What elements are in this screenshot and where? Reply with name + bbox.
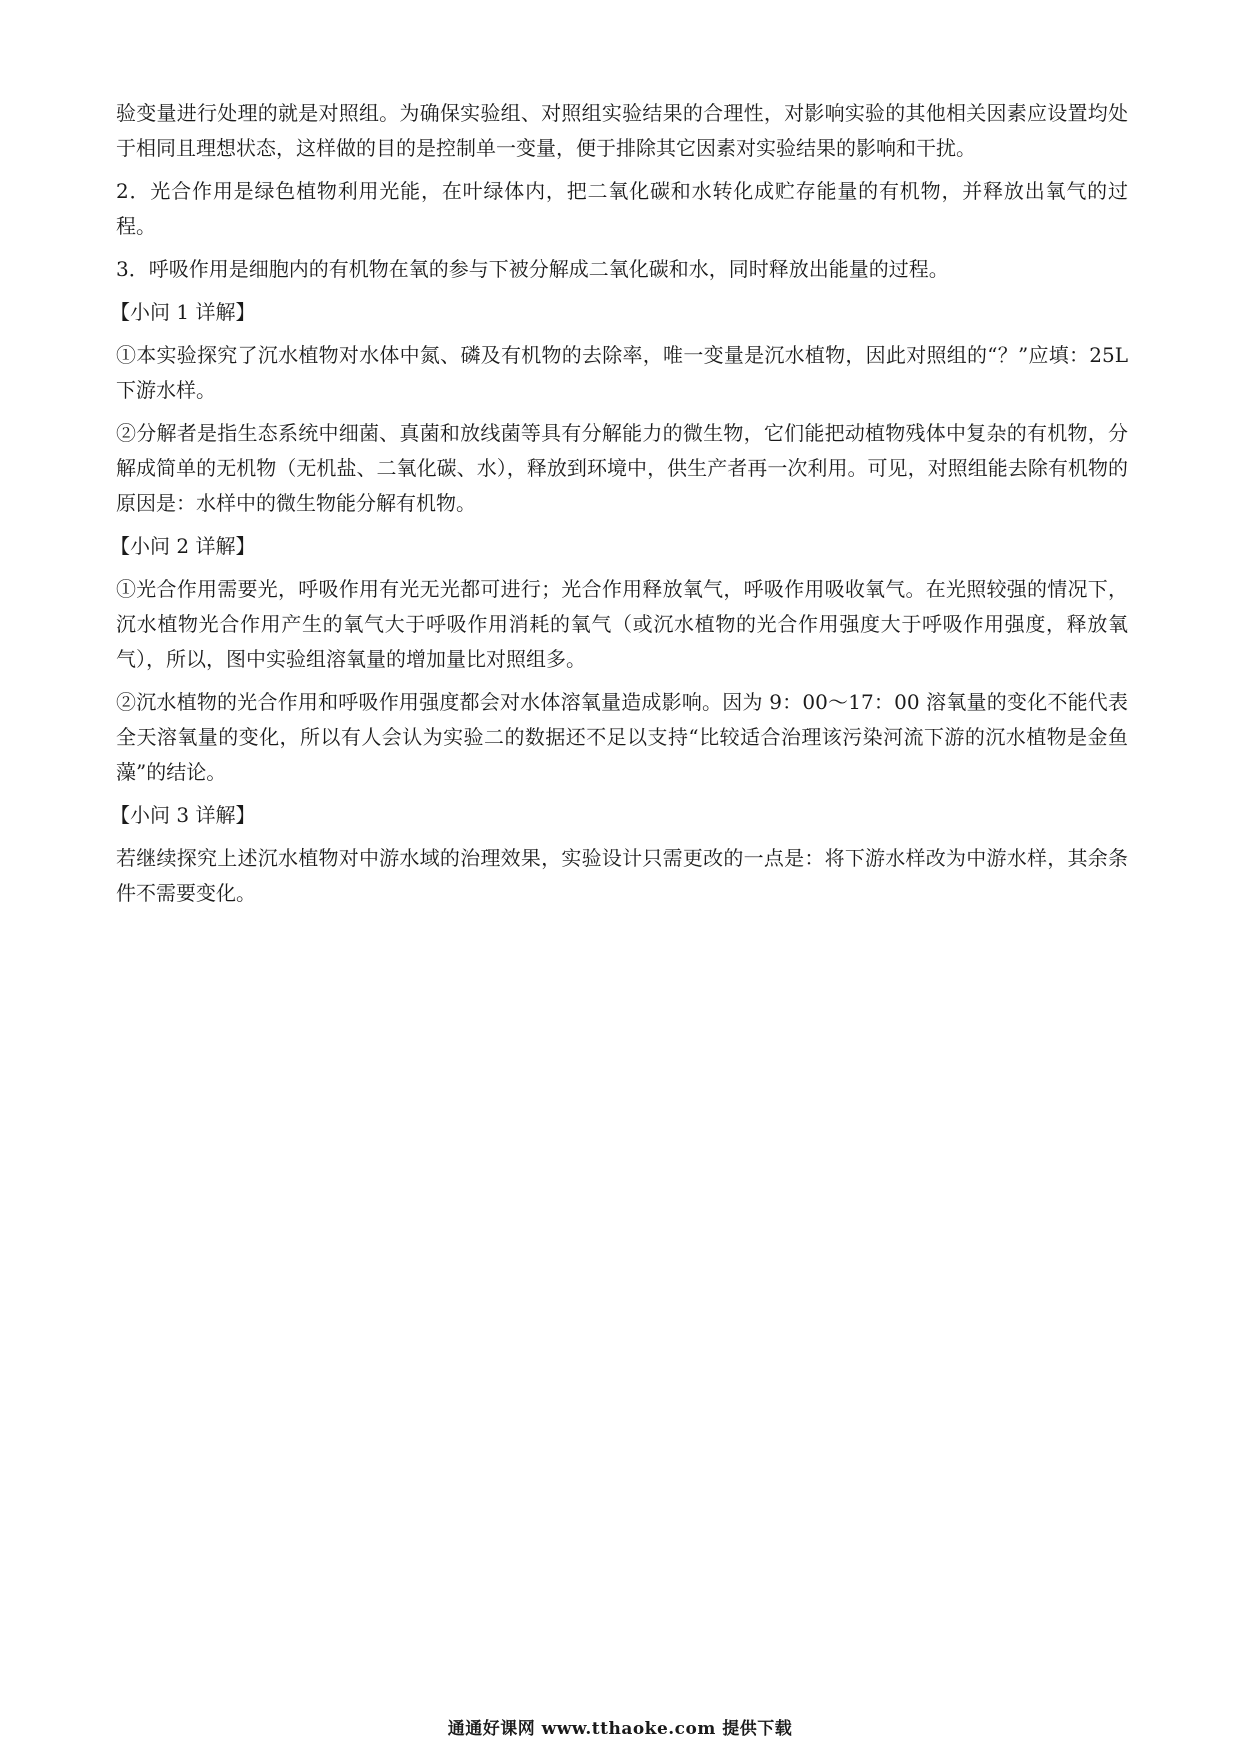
- paragraph-q2-part1: ①光合作用需要光，呼吸作用有光无光都可进行；光合作用释放氧气，呼吸作用吸收氧气。在光照较强的情况下，沉水植物光合作用产生的氧气大于呼吸作用消耗的氧气（或沉水植物的光合作用强度大于呼吸作用强度，释放氧气），所以，图中实验组溶氧量的增加量比对照组多。: [116, 577, 1128, 671]
- paragraph-respiration: 3．呼吸作用是细胞内的有机物在氧的参与下被分解成二氧化碳和水，同时释放出能量的过程。: [116, 257, 949, 281]
- document-body: [110, 96, 1128, 919]
- heading-question-1: 【小问 1 详解】: [110, 300, 256, 324]
- paragraph-q1-part1: ①本实验探究了沉水植物对水体中氮、磷及有机物的去除率，唯一变量是沉水植物，因此对照组的“？”应填：25L 下游水样。: [116, 343, 1128, 402]
- paragraph-q1-part2: ②分解者是指生态系统中细菌、真菌和放线菌等具有分解能力的微生物，它们能把动植物残体中复杂的有机物，分解成简单的无机物（无机盐、二氧化碳、水），释放到环境中，供生产者再一次利用。可见，对照组能去除有机物的原因是：水样中的微生物能分解有机物。: [116, 421, 1128, 515]
- paragraph-photosynthesis: 2．光合作用是绿色植物利用光能，在叶绿体内，把二氧化碳和水转化成贮存能量的有机物，并释放出氧气的过程。: [116, 179, 1128, 238]
- paragraph-control-group: 验变量进行处理的就是对照组。为确保实验组、对照组实验结果的合理性，对影响实验的其他相关因素应设置均处于相同且理想状态，这样做的目的是控制单一变量，便于排除其它因素对实验结果的影响和干扰。: [116, 101, 1128, 160]
- paragraph-q3: 若继续探究上述沉水植物对中游水域的治理效果，实验设计只需更改的一点是：将下游水样改为中游水样，其余条件不需要变化。: [116, 846, 1128, 905]
- paragraph-q2-part2: ②沉水植物的光合作用和呼吸作用强度都会对水体溶氧量造成影响。因为 9：00～17：00 溶氧量的变化不能代表全天溶氧量的变化，所以有人会认为实验二的数据还不足以支持“比较适合治理该污染河流下游的沉水植物是金鱼藻”的结论。: [116, 690, 1128, 784]
- page-footer: 通通好课网 www.tthaoke.com 提供下载: [447, 1719, 793, 1739]
- heading-question-3: 【小问 3 详解】: [110, 803, 256, 827]
- heading-question-2: 【小问 2 详解】: [110, 534, 256, 558]
